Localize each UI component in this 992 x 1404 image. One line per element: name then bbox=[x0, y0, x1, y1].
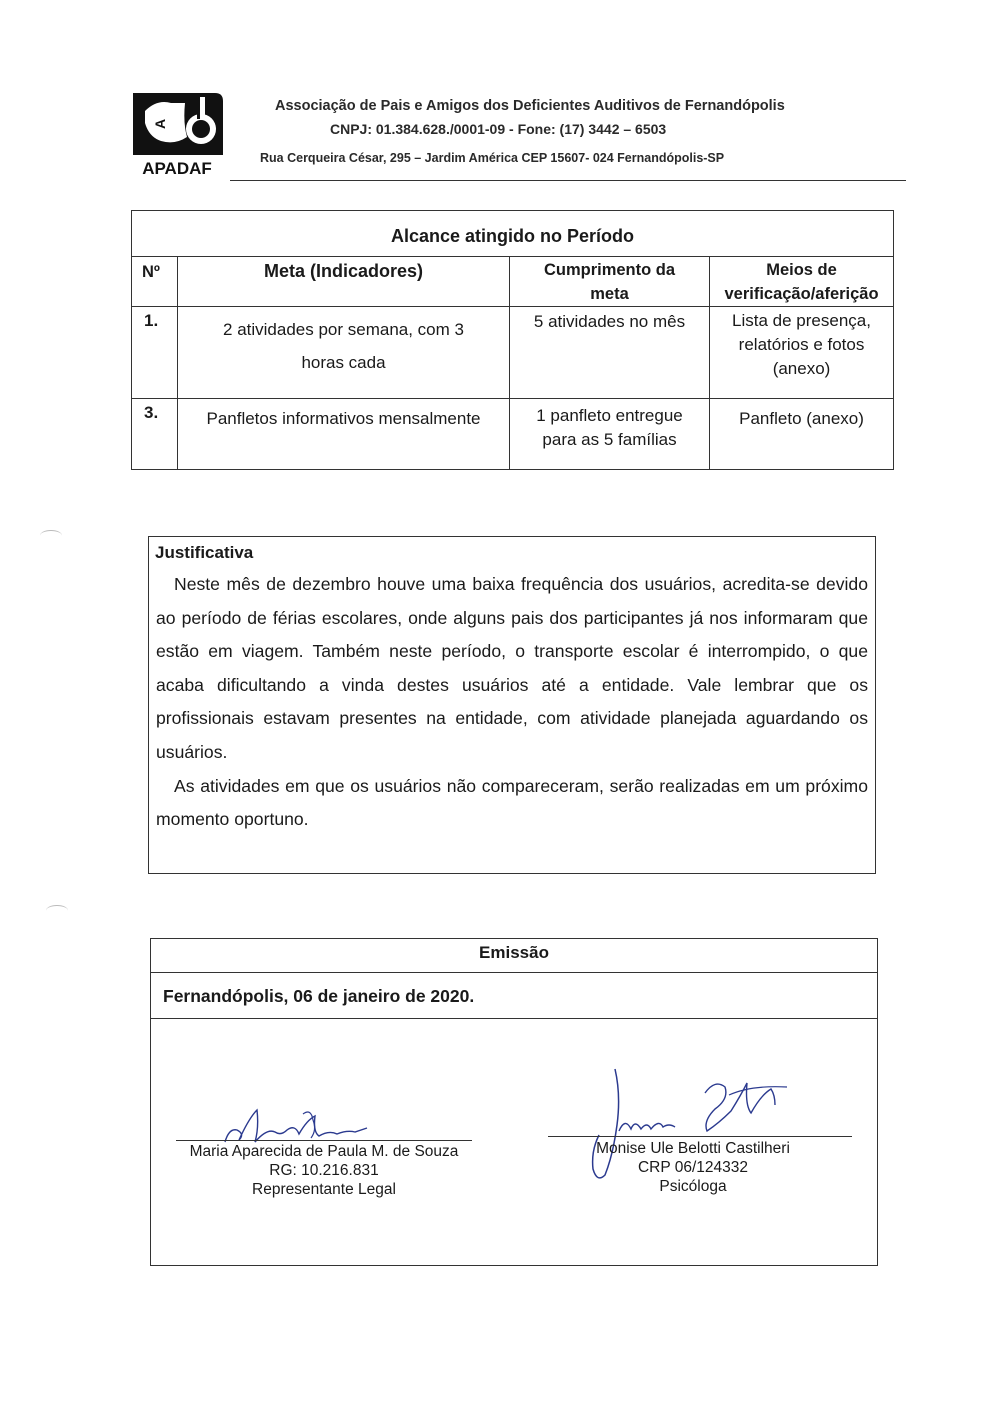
svg-text:A: A bbox=[152, 118, 168, 129]
goals-table bbox=[131, 210, 894, 470]
table-title: Alcance atingido no Período bbox=[132, 211, 894, 257]
row-meta: Panfletos informativos mensalmente bbox=[178, 399, 510, 470]
emissao-divider bbox=[150, 972, 878, 973]
header-divider bbox=[230, 180, 906, 181]
emissao-title: Emissão bbox=[479, 943, 549, 962]
header-cumprimento: Cumprimento da meta bbox=[510, 257, 710, 307]
header-no: Nº bbox=[132, 257, 178, 307]
justificativa-title: Justificativa bbox=[155, 543, 254, 562]
row-meios: Lista de presença, relatórios e fotos (anexo) bbox=[710, 307, 894, 399]
signatory-block bbox=[568, 1139, 818, 1196]
table-header-row bbox=[132, 257, 894, 307]
table-row bbox=[132, 399, 894, 470]
apadaf-logo bbox=[127, 89, 227, 177]
row-meios: Panfleto (anexo) bbox=[710, 399, 894, 470]
signature-line bbox=[176, 1140, 472, 1141]
signatory-role: Representante Legal bbox=[252, 1181, 396, 1198]
signatory-name: Monise Ule Belotti Castilheri bbox=[596, 1140, 790, 1157]
row-number: 3. bbox=[132, 399, 178, 470]
header-meios: Meios de verificação/aferição bbox=[710, 257, 894, 307]
row-number: 1. bbox=[132, 307, 178, 399]
signatory-name: Maria Aparecida de Paula M. de Souza bbox=[189, 1143, 459, 1160]
justificativa-text bbox=[156, 568, 868, 837]
logo-wordmark: APADAF bbox=[142, 159, 212, 177]
org-cnpj-phone: CNPJ: 01.384.628./0001-09 - Fone: (17) 3442 – 6503 bbox=[330, 121, 667, 137]
signature-line bbox=[548, 1136, 852, 1137]
emissao-divider bbox=[150, 1018, 878, 1019]
org-address: Rua Cerqueira César, 295 – Jardim América CEP 15607- 024 Fernandópolis-SP bbox=[260, 151, 725, 165]
row-meta: 2 atividades por semana, com 3 horas cada bbox=[178, 307, 510, 399]
signatory-block bbox=[166, 1142, 482, 1199]
table-row bbox=[132, 307, 894, 399]
row-cumprimento: 1 panfleto entregue para as 5 famílias bbox=[510, 399, 710, 470]
scan-mark bbox=[46, 905, 68, 916]
emissao-date: Fernandópolis, 06 de janeiro de 2020. bbox=[163, 986, 475, 1006]
justificativa-paragraph: Neste mês de dezembro houve uma baixa frequência dos usuários, acredita-se devido ao período de férias escolares, onde alguns pais dos participantes já nos informaram que estão em viagem. Também neste período, o transporte escolar é interrompido, o que acaba dificultando a vinda destes usuários até a entidade. Vale lembrar que os profissionais estavam presentes na entidade, com atividade planejada aguardando os usuários. bbox=[156, 574, 868, 762]
table-title-row bbox=[132, 211, 894, 257]
signatory-id: RG: 10.216.831 bbox=[269, 1162, 379, 1179]
scan-mark bbox=[40, 530, 62, 541]
justificativa-paragraph: As atividades em que os usuários não compareceram, serão realizadas em um próximo momento oportuno. bbox=[156, 775, 868, 830]
signatory-id: CRP 06/124332 bbox=[637, 1159, 749, 1176]
row-cumprimento: 5 atividades no mês bbox=[510, 307, 710, 399]
header-meta: Meta (Indicadores) bbox=[178, 257, 510, 307]
signatory-role: Psicóloga bbox=[659, 1178, 727, 1195]
org-name: Associação de Pais e Amigos dos Deficientes Auditivos de Fernandópolis bbox=[275, 98, 785, 114]
